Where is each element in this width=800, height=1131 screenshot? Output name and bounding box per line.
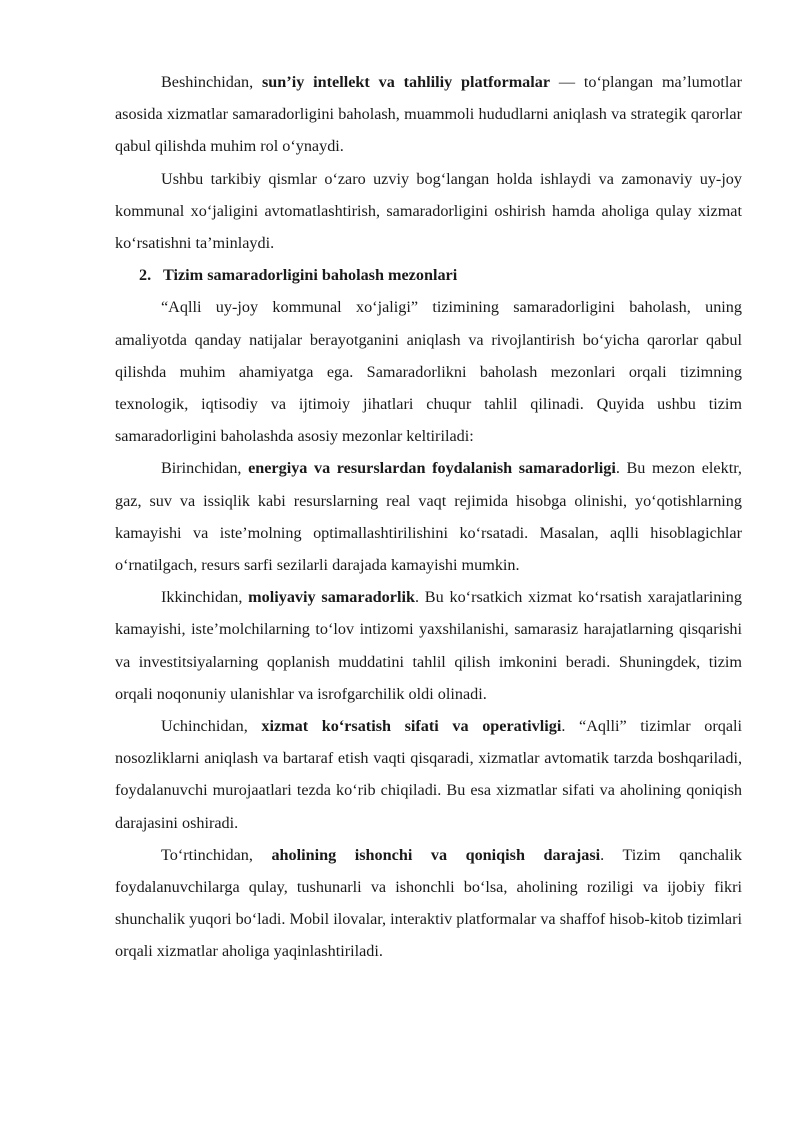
paragraph-beshinchidan	[115, 66, 742, 163]
paragraph-lead: Uchinchidan,	[161, 717, 262, 736]
paragraph-bold-term: sun’iy intellekt va tahliliy platformalar	[262, 73, 551, 91]
paragraph-summary: Ushbu tarkibiy qismlar o‘zaro uzviy bog‘langan holda ishlaydi va zamonaviy uy-joy kommunal xo‘jaligini avtomatlashtirish, samaradorligini oshirish hamda aholiga qulay xizmat ko‘rsatishni ta’minlaydi.	[115, 169, 742, 253]
paragraph-bold-term: moliyaviy samaradorlik	[248, 588, 415, 607]
paragraph-bold-term: aholining ishonchi va qoniqish darajasi	[271, 845, 601, 864]
paragraph-rest: . Bu mezon elektr, gaz, suv va issiqlik kabi resurslarning real vaqt rejimida hisobga olinishi, yo‘qotishlarning kamayishi va iste’molning optimallashtirilishini ko‘rsatadi. Masalan, aqlli hisoblagichlar o‘rnatilgach, resurs sarfi sezilarli darajada kamayishi mumkin.	[115, 459, 742, 575]
paragraph-tortinchidan	[115, 839, 742, 968]
paragraph-bold-term: energiya va resurslardan foydalanish samaradorligi	[248, 459, 616, 478]
paragraph-rest: . Tizim qanchalik foydalanuvchilarga qulay, tushunarli va ishonchli bo‘lsa, aholining roziligi va ijobiy fikri shunchalik yuqori bo‘ladi. Mobil ilovalar, interaktiv platformalar va shaffof hisob-kitob tizimlari orqali xizmatlar aholiga yaqinlashtiriladi.	[115, 845, 742, 961]
paragraph-lead: Beshinchidan,	[161, 73, 262, 91]
paragraph-rest: . “Aqlli” tizimlar orqali nosozliklarni aniqlash va bartaraf etish vaqti qisqaradi, xizmatlar avtomatik tarzda boshqariladi, foydalanuvchi murojaatlari tezda ko‘rib chiqiladi. Bu esa xizmatlar sifati va aholining qoniqish darajasini oshiradi.	[115, 717, 742, 832]
paragraph-uchinchidan	[115, 710, 742, 839]
paragraph-ikkinchidan	[115, 581, 742, 710]
paragraph-bold-term: xizmat ko‘rsatish sifati va operativligi	[261, 717, 562, 736]
section-heading	[115, 259, 742, 291]
paragraph-lead: To‘rtinchidan,	[161, 845, 272, 864]
paragraph-rest: . Bu ko‘rsatkich xizmat ko‘rsatish xarajatlarining kamayishi, iste’molchilarning to‘lov intizomi yaxshilanishi, samarasiz harajatlarning qisqarishi va investitsiyalarning qoplanish muddatini tahlil qilish imkonini beradi. Shuningdek, tizim orqali noqonuniy ulanishlar va isrofgarchilik oldi olinadi.	[115, 588, 742, 703]
paragraph-intro: “Aqlli uy-joy kommunal xo‘jaligi” tizimining samaradorligini baholash, uning amaliyotda qanday natijalar berayotganini aniqlash va rivojlantirish bo‘yicha qarorlar qabul qilishda muhim ahamiyatga ega. Samaradorlikni baholash mezonlari orqali tizimning texnologik, iqtisodiy va ijtimoiy jihatlari chuqur tahlil qilinadi. Quyida ushbu tizim samaradorligini baholashda asosiy mezonlar keltiriladi:	[115, 298, 742, 446]
paragraph-rest: — to‘plangan ma’lumotlar asosida xizmatlar samaradorligini baholash, muammoli hududlarni aniqlash va strategik qarorlar qabul qilishda muhim rol o‘ynaydi.	[115, 73, 742, 156]
paragraph-birinchidan	[115, 452, 742, 581]
document-page	[115, 66, 742, 968]
paragraph-lead: Birinchidan,	[161, 459, 249, 478]
section-title: Tizim samaradorligini baholash mezonlari	[163, 266, 458, 285]
section-number: 2.	[139, 266, 152, 285]
paragraph-lead: Ikkinchidan,	[161, 588, 249, 607]
